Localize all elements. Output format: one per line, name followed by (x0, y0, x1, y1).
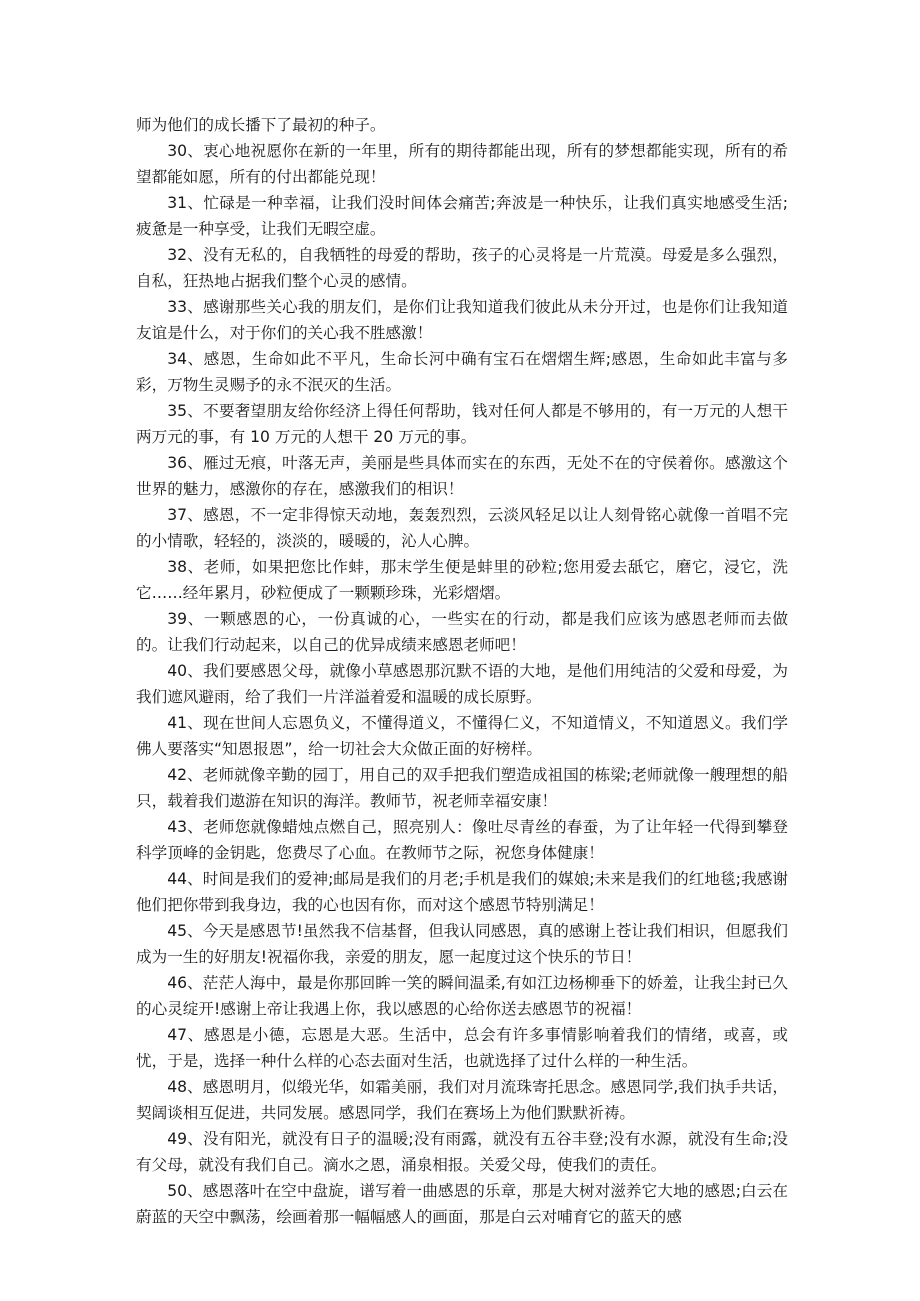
paragraph-39: 39、一颗感恩的心，一份真诚的心，一些实在的行动，都是我们应该为感恩老师而去做的。让我们行动起来，以自己的优异成绩来感恩老师吧！ (136, 610, 788, 654)
paragraph-44: 44、时间是我们的爱神;邮局是我们的月老;手机是我们的媒娘;未来是我们的红地毯;我感谢他们把你带到我身边，我的心也因有你，而对这个感恩节特别满足！ (136, 870, 788, 914)
paragraph-42: 42、老师就像辛勤的园丁，用自己的双手把我们塑造成祖国的栋梁;老师就像一艘理想的船只，载着我们遨游在知识的海洋。教师节，祝老师幸福安康！ (136, 766, 788, 810)
paragraph-30: 30、衷心地祝愿你在新的一年里，所有的期待都能出现，所有的梦想都能实现，所有的希望都能如愿，所有的付出都能兑现！ (136, 142, 788, 186)
paragraph-38: 38、老师，如果把您比作蚌，那末学生便是蚌里的砂粒;您用爱去舐它，磨它，浸它，洗它……经年累月，砂粒便成了一颗颗珍珠，光彩熠熠。 (136, 558, 788, 602)
paragraph-48: 48、感恩明月，似缎光华，如霜美丽，我们对月流珠寄托思念。感恩同学,我们执手共话，契阔谈相互促进，共同发展。感恩同学，我们在赛场上为他们默默祈祷。 (136, 1078, 788, 1122)
paragraph-49: 49、没有阳光，就没有日子的温暖;没有雨露，就没有五谷丰登;没有水源，就没有生命;没有父母，就没有我们自己。滴水之恩，涌泉相报。关爱父母，使我们的责任。 (136, 1130, 788, 1174)
paragraph-50: 50、感恩落叶在空中盘旋，谱写着一曲感恩的乐章，那是大树对滋养它大地的感恩;白云在蔚蓝的天空中飘荡，绘画着那一幅幅感人的画面，那是白云对哺育它的蓝天的感 (136, 1182, 788, 1226)
paragraph-41: 41、现在世间人忘恩负义，不懂得道义，不懂得仁义，不知道情义，不知道恩义。我们学佛人要落实“知恩报恩”，给一切社会大众做正面的好榜样。 (136, 714, 788, 758)
paragraph-45: 45、今天是感恩节!虽然我不信基督，但我认同感恩，真的感谢上苍让我们相识，但愿我们成为一生的好朋友!祝福你我，亲爱的朋友，愿一起度过这个快乐的节日！ (136, 922, 788, 966)
paragraph-40: 40、我们要感恩父母，就像小草感恩那沉默不语的大地，是他们用纯洁的父爱和母爱，为我们遮风避雨，给了我们一片洋溢着爱和温暖的成长原野。 (136, 662, 788, 706)
paragraph-37: 37、感恩，不一定非得惊天动地，轰轰烈烈，云淡风轻足以让人刻骨铭心就像一首唱不完的小情歌，轻轻的，淡淡的，暖暖的，沁人心脾。 (136, 506, 788, 550)
paragraph-35: 35、不要奢望朋友给你经济上得任何帮助，钱对任何人都是不够用的，有一万元的人想干两万元的事，有 10 万元的人想干 20 万元的事。 (136, 402, 788, 446)
paragraph-36: 36、雁过无痕，叶落无声，美丽是些具体而实在的东西，无处不在的守侯着你。感激这个世界的魅力，感激你的存在，感激我们的相识！ (136, 454, 788, 498)
paragraph-32: 32、没有无私的，自我牺牲的母爱的帮助，孩子的心灵将是一片荒漠。母爱是多么强烈，自私，狂热地占据我们整个心灵的感情。 (136, 246, 788, 290)
document-body (136, 112, 788, 1230)
paragraph-31: 31、忙碌是一种幸福，让我们没时间体会痛苦;奔波是一种快乐，让我们真实地感受生活;疲惫是一种享受，让我们无暇空虚。 (136, 194, 788, 238)
paragraph-43: 43、老师您就像蜡烛点燃自己，照亮别人：像吐尽青丝的春蚕，为了让年轻一代得到攀登科学顶峰的金钥匙，您费尽了心血。在教师节之际，祝您身体健康！ (136, 818, 788, 862)
paragraph-47: 47、感恩是小德，忘恩是大恶。生活中，总会有许多事情影响着我们的情绪，或喜，或忧，于是，选择一种什么样的心态去面对生活，也就选择了过什么样的一种生活。 (136, 1026, 788, 1070)
paragraph-continuation: 师为他们的成长播下了最初的种子。 (136, 116, 386, 134)
paragraph-33: 33、感谢那些关心我的朋友们，是你们让我知道我们彼此从未分开过，也是你们让我知道友谊是什么，对于你们的关心我不胜感激！ (136, 298, 788, 342)
paragraph-34: 34、感恩，生命如此不平凡，生命长河中确有宝石在熠熠生辉;感恩，生命如此丰富与多彩，万物生灵赐予的永不泯灭的生活。 (136, 350, 788, 394)
paragraph-46: 46、茫茫人海中，最是你那回眸一笑的瞬间温柔,有如江边杨柳垂下的娇羞，让我尘封已久的心灵绽开!感谢上帝让我遇上你，我以感恩的心给你送去感恩节的祝福！ (136, 974, 788, 1018)
